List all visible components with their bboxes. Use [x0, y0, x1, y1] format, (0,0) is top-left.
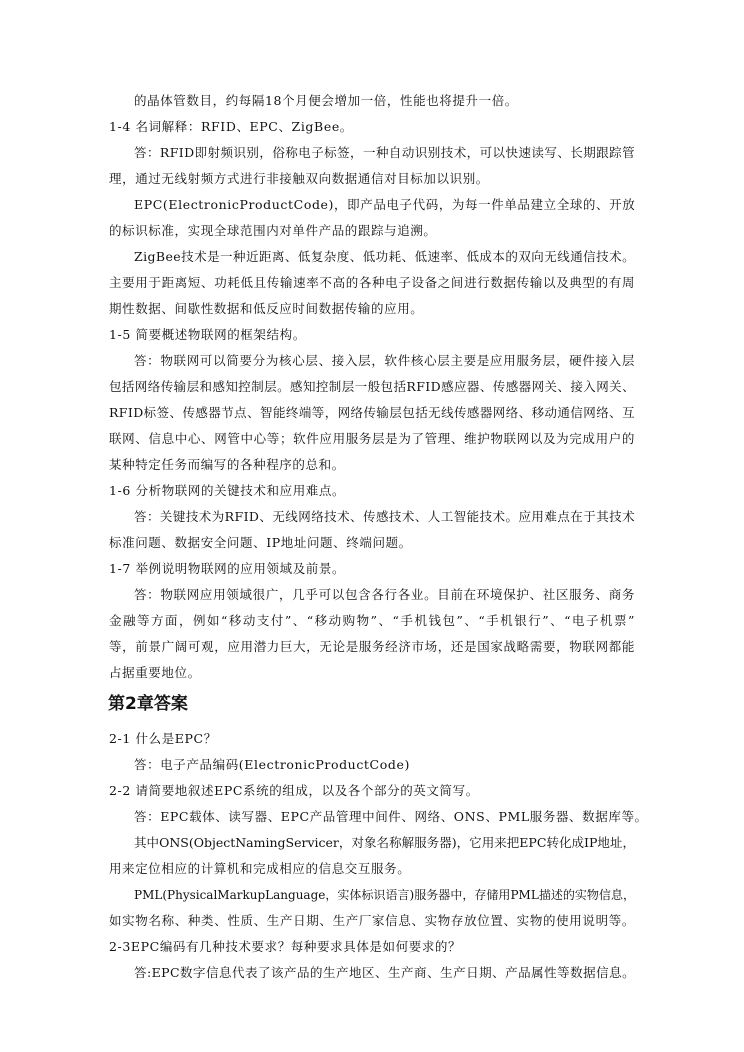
- text-line: 答：电子产品编码(ElectronicProductCode): [134, 757, 410, 772]
- text-line: 其中ONS(ObjectNamingServicer，对象名称解服务器)，它用来把EPC转化成IP地址，: [134, 835, 635, 850]
- text-line: EPC(ElectronicProductCode)，即产品电子代码，为每一件单品建立全球的、开放: [134, 197, 636, 212]
- text-line: 联网、信息中心、网管中心等；软件应用服务层是为了管理、维护物联网以及为完成用户的: [109, 431, 635, 446]
- text-line: 的标识标准，实现全球范围内对单件产品的跟踪与追溯。: [109, 223, 437, 238]
- text-line: 的晶体管数目，约每隔18个月便会增加一倍，性能也将提升一倍。: [134, 93, 518, 108]
- text-line: 理，通过无线射频方式进行非接触双向数据通信对目标加以识别。: [109, 171, 489, 186]
- text-line: 答：关键技术为RFID、无线网络技术、传感技术、人工智能技术。应用难点在于其技术: [134, 509, 635, 524]
- text-line: 答：物联网应用领域很广，几乎可以包含各行各业。目前在环境保护、社区服务、商务: [134, 587, 635, 602]
- text-line: 等，前景广阔可观，应用潜力巨大，无论是服务经济市场，还是国家战略需要，物联网都能: [109, 639, 635, 654]
- text-line: 用来定位相应的计算机和完成相应的信息交互服务。: [109, 861, 411, 876]
- text-line: 答：物联网可以简要分为核心层、接入层，软件核心层主要是应用服务层，硬件接入层: [134, 353, 635, 368]
- question-heading: 2-1 什么是EPC？: [109, 731, 217, 746]
- question-heading: 1-7 举例说明物联网的应用领域及前景。: [109, 561, 346, 576]
- text-line: 金融等方面，例如“移动支付”、“移动购物”、“手机钱包”、“手机银行”、“电子机票”: [109, 613, 635, 628]
- question-heading: 1-6 分析物联网的关键技术和应用难点。: [109, 483, 346, 498]
- question-heading: 1-4 名词解释：RFID、EPC、ZigBee。: [109, 119, 353, 134]
- text-line: 答:EPC数字信息代表了该产品的生产地区、生产商、生产日期、产品属性等数据信息。: [134, 965, 635, 980]
- question-heading: 1-5 简要概述物联网的框架结构。: [109, 327, 306, 342]
- text-line: 期性数据、间歇性数据和低反应时间数据传输的应用。: [109, 301, 424, 316]
- question-heading: 2-3EPC编码有几种技术要求？每种要求具体是如何要求的？: [109, 939, 462, 954]
- text-line: 某种特定任务而编写的各种程序的总和。: [109, 457, 345, 472]
- text-line: 答：EPC载体、读写器、EPC产品管理中间件、网络、ONS、PML服务器、数据库等。: [134, 809, 648, 824]
- text-line: 答：RFID即射频识别，俗称电子标签，一种自动识别技术，可以快速读写、长期跟踪管: [134, 145, 635, 160]
- text-line: 标准问题、数据安全问题、IP地址问题、终端问题。: [109, 535, 412, 550]
- text-line: RFID标签、传感器节点、智能终端等，网络传输层包括无线传感器网络、移动通信网络、互: [109, 405, 635, 420]
- text-line: ZigBee技术是一种近距离、低复杂度、低功耗、低速率、低成本的双向无线通信技术。: [134, 249, 635, 264]
- text-line: PML(PhysicalMarkupLanguage，实体标识语言)服务器中，存储用PML描述的实物信息，: [134, 888, 635, 902]
- text-line: 如实物名称、种类、性质、生产日期、生产厂家信息、实物存放位置、实物的使用说明等。: [109, 913, 635, 928]
- question-heading: 2-2 请简要地叙述EPC系统的组成，以及各个部分的英文简写。: [109, 783, 479, 798]
- text-line: 占据重要地位。: [109, 665, 201, 680]
- text-line: 主要用于距离短、功耗低且传输速率不高的各种电子设备之间进行数据传输以及典型的有周: [109, 275, 635, 290]
- chapter-title: 第2章答案: [108, 694, 188, 714]
- text-line: 包括网络传输层和感知控制层。感知控制层一般包括RFID感应器、传感器网关、接入网关、: [109, 379, 635, 394]
